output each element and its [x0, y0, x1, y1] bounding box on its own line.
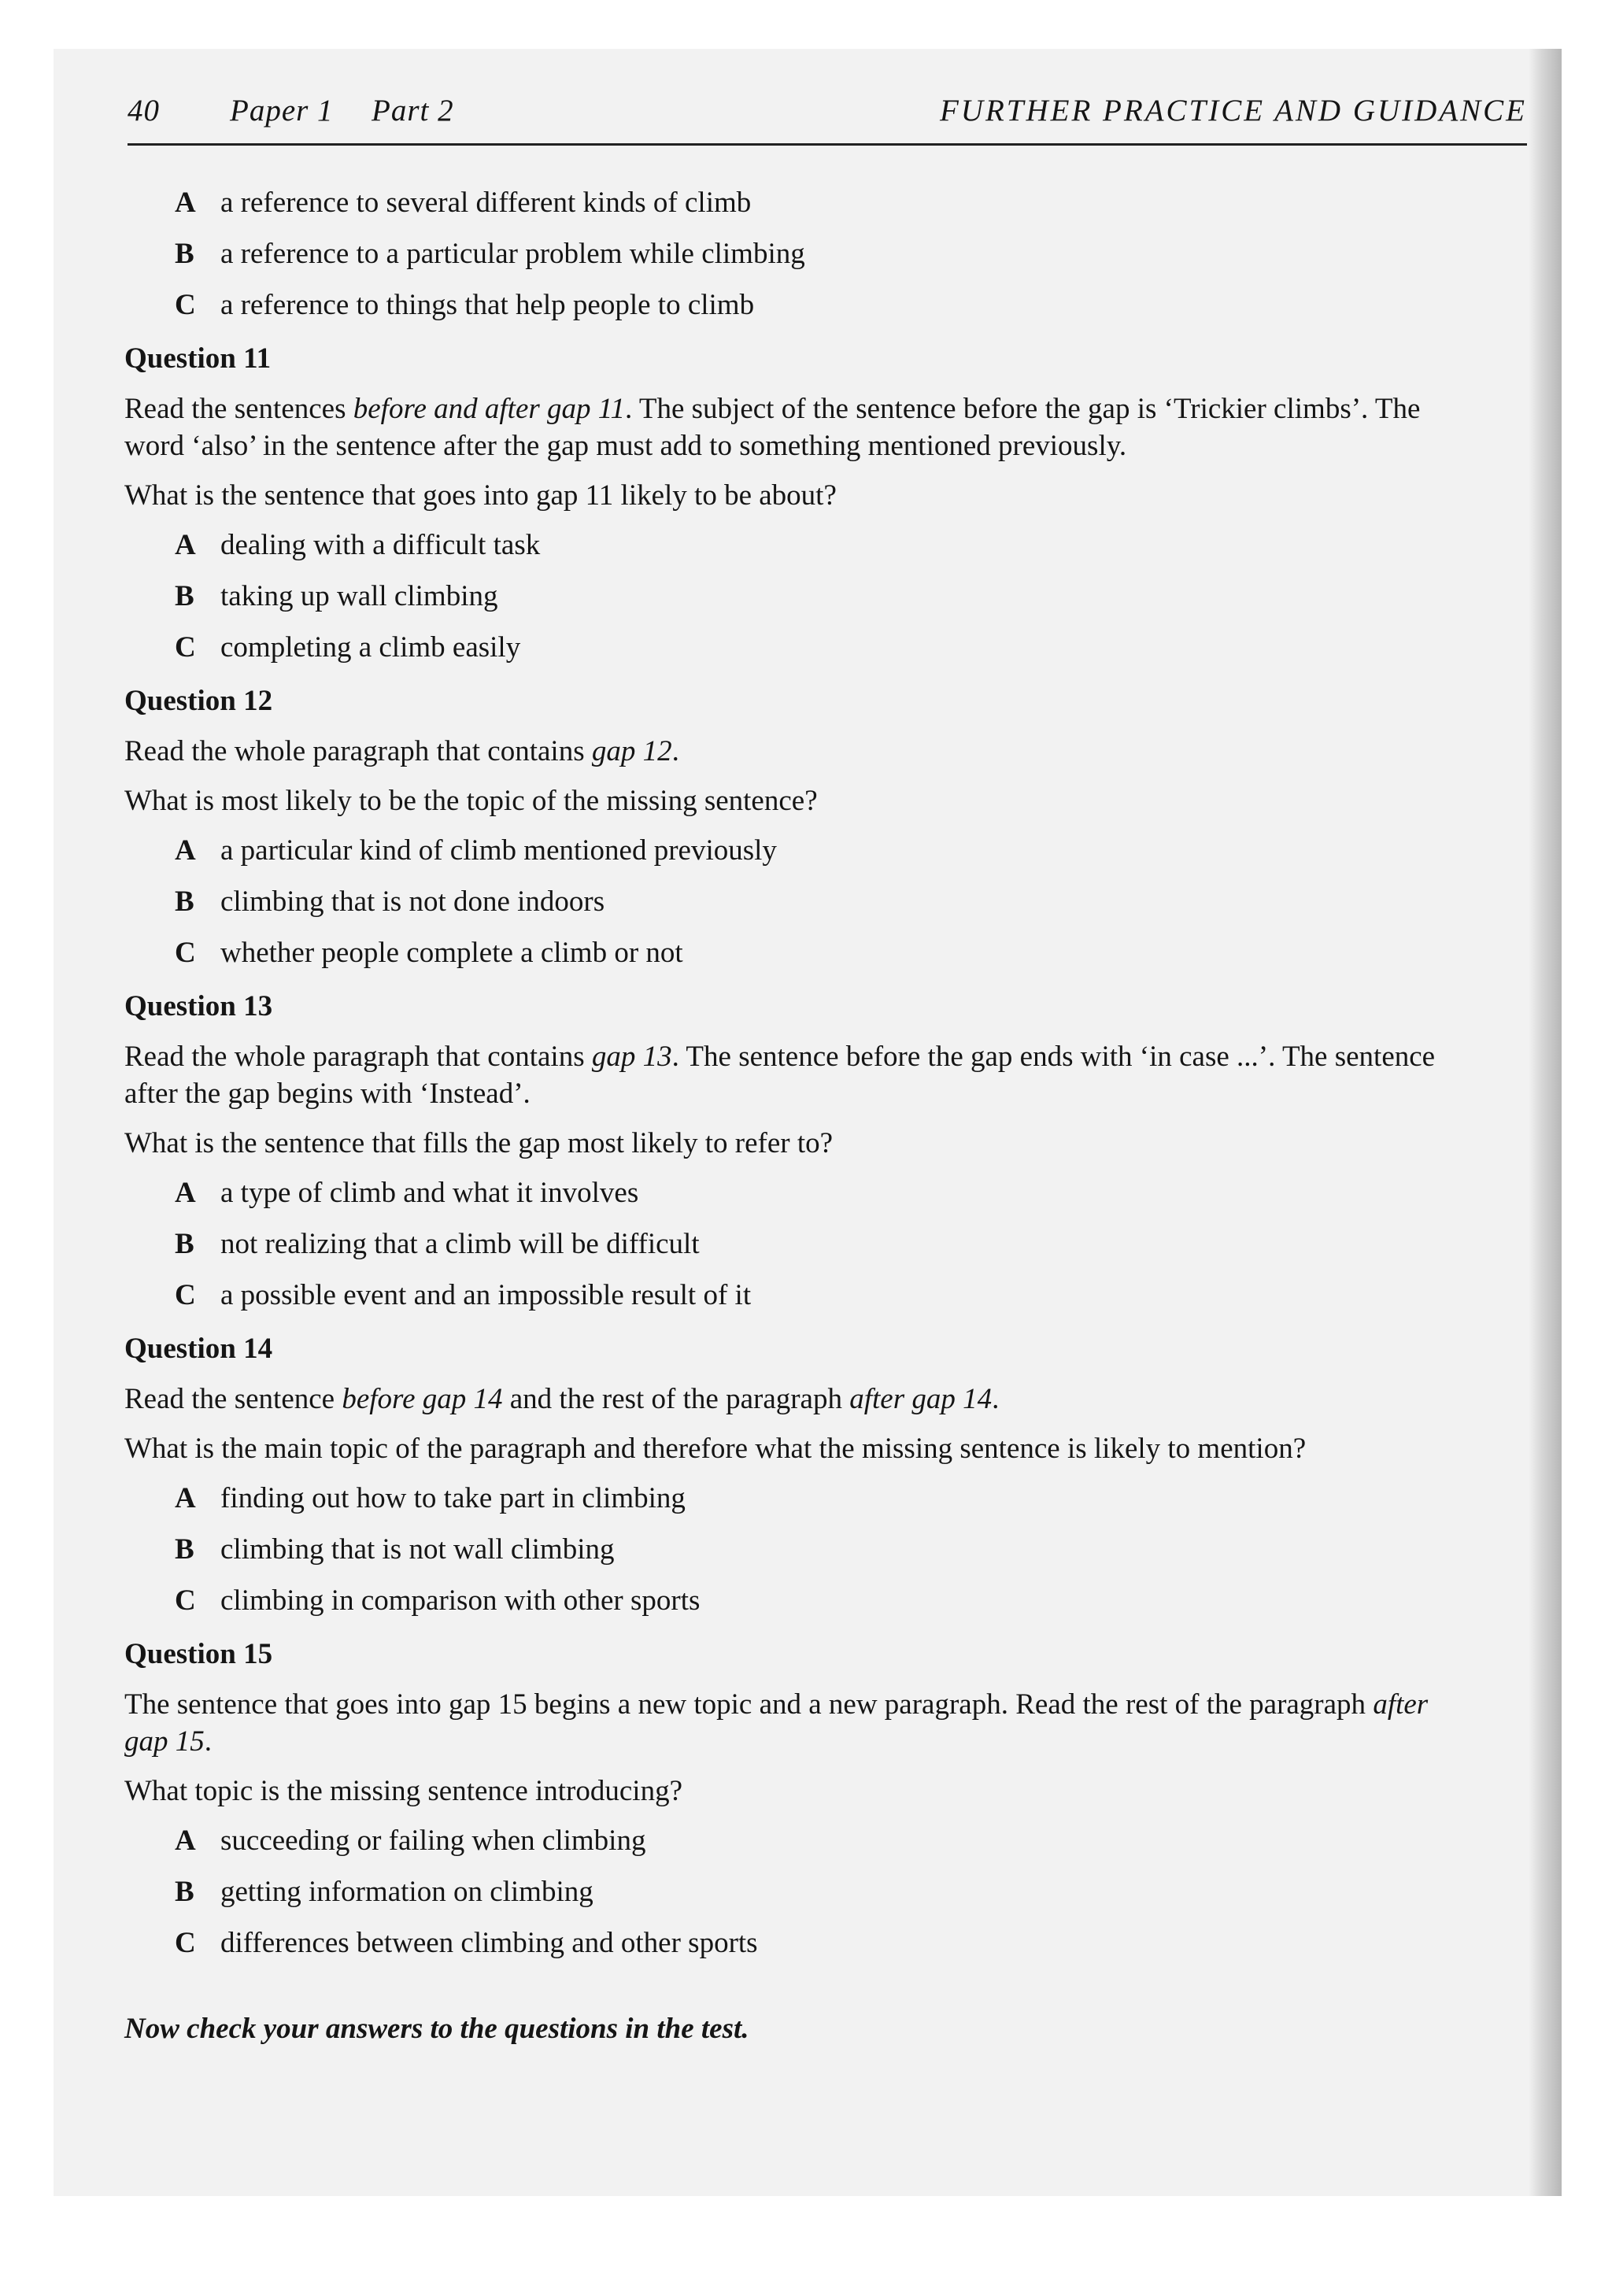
instruction-text: Read the whole paragraph that contains: [124, 735, 592, 767]
option-letter: C: [175, 1279, 196, 1311]
question-block: [124, 1636, 1462, 1976]
option-letter: B: [175, 580, 194, 612]
question-instruction: [124, 1038, 1462, 1112]
italic-reference: gap 12: [591, 735, 672, 767]
page-header: [128, 93, 1527, 140]
question-heading: Question 13: [124, 990, 273, 1022]
option-letter: C: [175, 1927, 196, 1959]
question-heading: Question 12: [124, 685, 273, 717]
paper-label: Paper 1: [230, 94, 334, 128]
option-letter: B: [175, 885, 194, 918]
option-item: [124, 883, 1462, 934]
option-letter: C: [175, 631, 196, 664]
option-letter: B: [175, 1533, 194, 1566]
option-text: taking up wall climbing: [220, 580, 498, 612]
option-text: succeeding or failing when climbing: [220, 1825, 646, 1857]
closing-note: Now check your answers to the questions in the test.: [124, 2013, 749, 2045]
option-item: [124, 1226, 1462, 1277]
instruction-text: .: [671, 735, 679, 767]
question-heading: Question 15: [124, 1638, 273, 1670]
italic-reference: after gap 14: [849, 1383, 993, 1415]
option-letter: A: [175, 834, 196, 867]
option-item: [124, 1582, 1462, 1633]
italic-reference: after gap 15: [124, 1688, 1429, 1758]
option-letter: C: [175, 289, 196, 321]
option-text: finding out how to take part in climbing: [220, 1482, 686, 1514]
italic-reference: gap 13: [591, 1041, 672, 1073]
option-item: [124, 934, 1462, 985]
book-spine-shadow: [1529, 49, 1562, 2196]
option-text: a type of climb and what it involves: [220, 1177, 639, 1209]
option-item: [124, 1924, 1462, 1976]
page-number: 40: [128, 94, 160, 128]
option-letter: C: [175, 937, 196, 969]
question-block: [124, 340, 1462, 680]
question-block: [124, 988, 1462, 1328]
option-letter: A: [175, 1825, 196, 1857]
instruction-text: and the rest of the paragraph: [502, 1383, 850, 1415]
question-list: [124, 340, 1462, 1976]
instruction-text: The sentence that goes into gap 15 begins a new topic and a new paragraph. Read the rest of the paragraph: [124, 1688, 1374, 1721]
option-letter: B: [175, 1228, 194, 1260]
option-text: a particular kind of climb mentioned previously: [220, 834, 777, 867]
option-item: [124, 832, 1462, 883]
option-item: [124, 1480, 1462, 1531]
option-item: [124, 184, 1462, 235]
option-item: [124, 1174, 1462, 1226]
intro-options: [124, 184, 1462, 338]
question-instruction: [124, 1381, 1462, 1418]
option-letter: A: [175, 1177, 196, 1209]
instruction-text: Read the whole paragraph that contains: [124, 1041, 592, 1073]
option-item: [124, 235, 1462, 287]
option-text: getting information on climbing: [220, 1876, 593, 1908]
part-label: Part 2: [372, 94, 454, 128]
option-text: whether people complete a climb or not: [220, 937, 683, 969]
page-content: [124, 184, 1462, 2047]
option-letter: C: [175, 1584, 196, 1617]
option-letter: A: [175, 187, 196, 219]
question-instruction: [124, 390, 1462, 464]
instruction-text: . The subject of the sentence before the gap is ‘Trickier climbs’. The word ‘also’ in the sentence after the gap must add to something mentioned previously.: [124, 393, 1421, 462]
italic-reference: before and after gap 11: [353, 393, 626, 425]
option-item: [124, 1531, 1462, 1582]
option-text: dealing with a difficult task: [220, 529, 541, 561]
question-prompt: What is the sentence that goes into gap 11 likely to be about?: [124, 479, 837, 512]
question-prompt: What topic is the missing sentence introducing?: [124, 1775, 682, 1807]
question-instruction: [124, 1686, 1462, 1760]
option-text: a reference to several different kinds of climb: [220, 187, 752, 219]
instruction-text: Read the sentences: [124, 393, 353, 425]
section-title: FURTHER PRACTICE AND GUIDANCE: [939, 94, 1527, 128]
option-item: [124, 527, 1462, 578]
option-text: a reference to a particular problem while climbing: [220, 238, 805, 270]
instruction-text: .: [204, 1725, 212, 1758]
header-rule: [128, 143, 1527, 146]
question-heading: Question 11: [124, 342, 272, 375]
option-item: [124, 287, 1462, 338]
option-text: a possible event and an impossible result of it: [220, 1279, 752, 1311]
question-instruction: [124, 733, 1462, 770]
question-prompt: What is most likely to be the topic of the missing sentence?: [124, 785, 818, 817]
option-letter: B: [175, 1876, 194, 1908]
question-block: [124, 1330, 1462, 1633]
option-letter: A: [175, 1482, 196, 1514]
option-text: climbing in comparison with other sports: [220, 1584, 701, 1617]
instruction-text: .: [992, 1383, 1000, 1415]
option-letter: A: [175, 529, 196, 561]
option-text: not realizing that a climb will be difficult: [220, 1228, 700, 1260]
option-item: [124, 629, 1462, 680]
option-text: differences between climbing and other sports: [220, 1927, 758, 1959]
italic-reference: before gap 14: [342, 1383, 503, 1415]
option-item: [124, 1822, 1462, 1873]
question-heading: Question 14: [124, 1333, 273, 1365]
option-letter: B: [175, 238, 194, 270]
option-text: climbing that is not wall climbing: [220, 1533, 615, 1566]
instruction-text: Read the sentence: [124, 1383, 342, 1415]
instruction-text: . The sentence before the gap ends with ‘in case ...’. The sentence after the gap begins with ‘Instead’.: [124, 1041, 1436, 1110]
option-text: climbing that is not done indoors: [220, 885, 605, 918]
option-item: [124, 1873, 1462, 1924]
question-prompt: What is the sentence that fills the gap most likely to refer to?: [124, 1127, 834, 1159]
question-block: [124, 682, 1462, 985]
question-prompt: What is the main topic of the paragraph and therefore what the missing sentence is likely to mention?: [124, 1433, 1307, 1465]
option-text: a reference to things that help people to climb: [220, 289, 755, 321]
option-item: [124, 1277, 1462, 1328]
option-item: [124, 578, 1462, 629]
option-text: completing a climb easily: [220, 631, 521, 664]
